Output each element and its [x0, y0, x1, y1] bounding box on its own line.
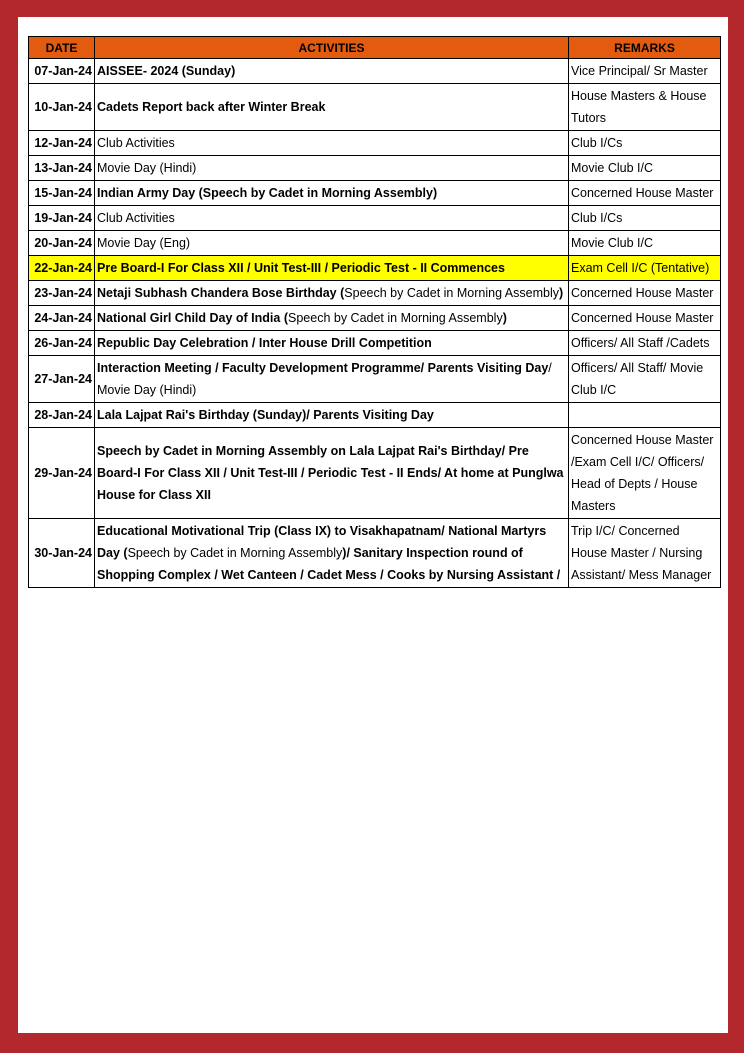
date-cell: 28-Jan-24	[29, 403, 95, 428]
date-cell: 12-Jan-24	[29, 131, 95, 156]
remarks-cell: House Masters & House Tutors	[569, 84, 721, 131]
remarks-cell: Club I/Cs	[569, 131, 721, 156]
remarks-cell: Vice Principal/ Sr Master	[569, 59, 721, 84]
activity-text: Lala Lajpat Rai's Birthday (Sunday)/ Parents Visiting Day	[97, 408, 434, 422]
activity-text: / Movie Day (Hindi)	[97, 361, 552, 397]
activity-text: National Girl Child Day of India (	[97, 311, 288, 325]
date-cell: 22-Jan-24	[29, 256, 95, 281]
activity-text: Interaction Meeting / Faculty Development Programme/ Parents Visiting Day	[97, 361, 549, 375]
table-row-highlighted	[29, 256, 721, 281]
activity-text: Pre Board-I For Class XII / Unit Test-III / Periodic Test - II Commences	[97, 261, 505, 275]
table-row	[29, 306, 721, 331]
table-row	[29, 59, 721, 84]
activity-cell	[95, 206, 569, 231]
date-cell: 13-Jan-24	[29, 156, 95, 181]
remarks-cell: Movie Club I/C	[569, 156, 721, 181]
activity-cell	[95, 84, 569, 131]
table-body	[29, 59, 721, 588]
table-row	[29, 403, 721, 428]
activity-cell	[95, 428, 569, 519]
table-row	[29, 428, 721, 519]
activity-cell	[95, 131, 569, 156]
activities-schedule-table	[28, 36, 721, 588]
remarks-cell: Concerned House Master /Exam Cell I/C/ Officers/ Head of Depts / House Masters	[569, 428, 721, 519]
date-cell: 26-Jan-24	[29, 331, 95, 356]
date-cell: 10-Jan-24	[29, 84, 95, 131]
activity-cell	[95, 519, 569, 588]
activity-cell	[95, 356, 569, 403]
activity-text: Club Activities	[97, 211, 175, 225]
date-cell: 29-Jan-24	[29, 428, 95, 519]
date-cell: 20-Jan-24	[29, 231, 95, 256]
activity-text: Speech by Cadet in Morning Assembly	[288, 311, 503, 325]
remarks-cell: Concerned House Master	[569, 306, 721, 331]
table-row	[29, 231, 721, 256]
date-column-header: DATE	[29, 37, 95, 59]
activity-cell	[95, 281, 569, 306]
activity-cell	[95, 403, 569, 428]
activity-text: Speech by Cadet in Morning Assembly on Lala Lajpat Rai's Birthday/ Pre Board-I For Class XII / Unit Test-III / Periodic Test - II Ends/ At home at Punglwa House for Class XII	[97, 444, 564, 502]
activity-text: Movie Day (Hindi)	[97, 161, 197, 175]
date-cell: 27-Jan-24	[29, 356, 95, 403]
date-cell: 07-Jan-24	[29, 59, 95, 84]
remarks-cell: Trip I/C/ Concerned House Master / Nursing Assistant/ Mess Manager	[569, 519, 721, 588]
table-row	[29, 181, 721, 206]
activity-text: Netaji Subhash Chandera Bose Birthday (	[97, 286, 345, 300]
activity-cell	[95, 156, 569, 181]
activity-text: )	[558, 286, 564, 300]
activity-text: Speech by Cadet in Morning Assembly	[127, 546, 343, 560]
table-row	[29, 281, 721, 306]
table-row	[29, 131, 721, 156]
table-header-row	[29, 37, 721, 59]
activity-text: )	[502, 311, 507, 325]
date-cell: 24-Jan-24	[29, 306, 95, 331]
remarks-cell: Officers/ All Staff/ Movie Club I/C	[569, 356, 721, 403]
activity-text: Republic Day Celebration / Inter House Drill Competition	[97, 336, 432, 350]
activity-text: Movie Day (Eng)	[97, 236, 191, 250]
remarks-cell: Concerned House Master	[569, 181, 721, 206]
activity-text: Club Activities	[97, 136, 175, 150]
activity-cell	[95, 59, 569, 84]
document-page	[18, 17, 728, 1033]
table-row	[29, 206, 721, 231]
activity-text: Educational Motivational Trip (Class IX) to Visakhapatnam/ National Martyrs Day (	[97, 524, 547, 560]
table-row	[29, 519, 721, 588]
date-cell: 19-Jan-24	[29, 206, 95, 231]
activity-cell	[95, 181, 569, 206]
table-row	[29, 156, 721, 181]
remarks-cell: Concerned House Master	[569, 281, 721, 306]
activity-cell	[95, 331, 569, 356]
date-cell: 23-Jan-24	[29, 281, 95, 306]
activities-column-header: ACTIVITIES	[95, 37, 569, 59]
table-row	[29, 331, 721, 356]
date-cell: 15-Jan-24	[29, 181, 95, 206]
activity-text: Cadets Report back after Winter Break	[97, 100, 326, 114]
table-row	[29, 84, 721, 131]
activity-cell	[95, 306, 569, 331]
activity-cell	[95, 256, 569, 281]
remarks-cell: Officers/ All Staff /Cadets	[569, 331, 721, 356]
remarks-cell: Club I/Cs	[569, 206, 721, 231]
activity-cell	[95, 231, 569, 256]
table-row	[29, 356, 721, 403]
remarks-cell	[569, 403, 721, 428]
date-cell: 30-Jan-24	[29, 519, 95, 588]
remarks-cell: Movie Club I/C	[569, 231, 721, 256]
activity-text: Speech by Cadet in Morning Assembly	[344, 286, 559, 300]
activity-text: Indian Army Day (Speech by Cadet in Morning Assembly)	[97, 186, 438, 200]
remarks-column-header: REMARKS	[569, 37, 721, 59]
remarks-cell: Exam Cell I/C (Tentative)	[569, 256, 721, 281]
activity-text: AISSEE- 2024 (Sunday)	[97, 64, 236, 78]
activity-text: )/ Sanitary Inspection round of Shopping Complex / Wet Canteen / Cadet Mess / Cooks by Nursing Assistant /	[97, 546, 561, 582]
